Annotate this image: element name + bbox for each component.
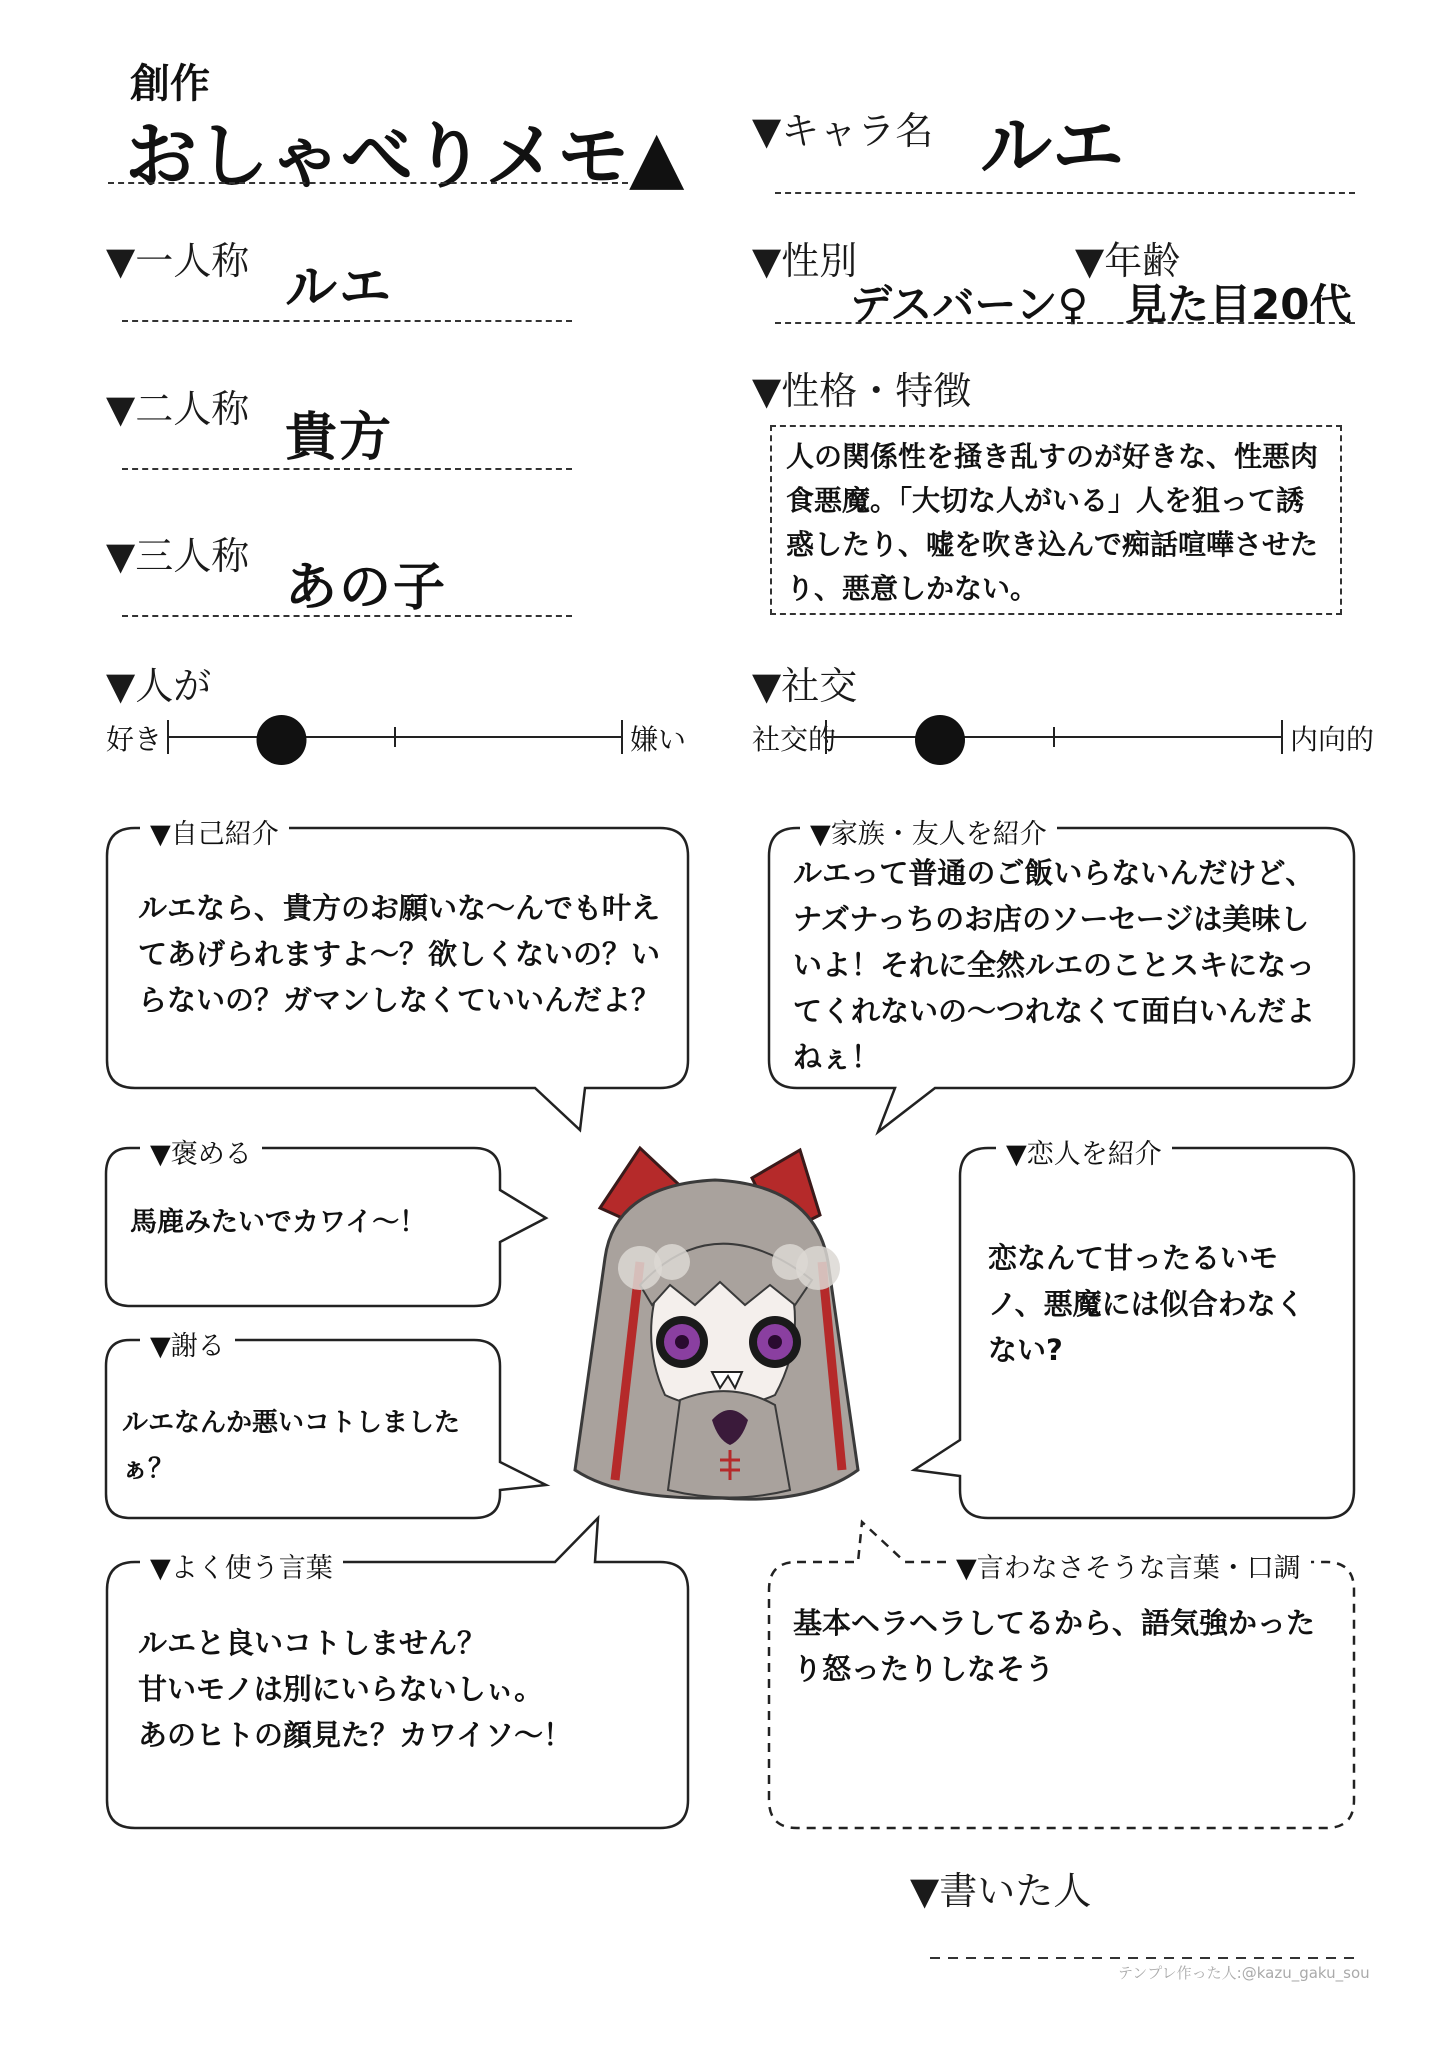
page-title: おしゃべりメモ▲ <box>125 114 685 198</box>
common-words-line: ルエと良いコトしません？ <box>138 1626 487 1660</box>
char-name-value: ルエ <box>980 104 1125 188</box>
scale-social-knob <box>915 715 965 765</box>
unlikely-words-text: 基本ヘラヘラしてるから、語気強かったり怒ったりしなそう <box>793 1606 1316 1686</box>
third-person-label: ▼三人称 <box>106 534 250 578</box>
common-words-label: ▼よく使う言葉 <box>140 1546 343 1585</box>
scale-people-track <box>168 715 622 765</box>
gender-label: ▼性別 <box>752 239 858 283</box>
common-words-line: 甘いモノは別にいらないしぃ。 <box>138 1672 544 1706</box>
family-label: ▼家族・友人を紹介 <box>800 812 1057 851</box>
scale-people-knob <box>257 715 307 765</box>
second-person-label: ▼二人称 <box>106 387 250 431</box>
self-intro-text: ルエなら、貴方のお願いな〜んでも叶えてあげられますよ〜？欲しくないの？いらないの？ガマンしなくていいんだよ？ <box>138 891 661 1017</box>
character-illustration <box>575 1148 858 1499</box>
scale-people-left: 好き <box>106 723 163 756</box>
first-person-label: ▼一人称 <box>106 239 250 283</box>
scale-social-label: ▼社交 <box>752 664 858 708</box>
age-value: 見た目20代 <box>1125 280 1352 329</box>
template-credit: テンプレ作った人:@kazu_gaku_sou <box>1118 1964 1370 1982</box>
common-words-line: あのヒトの顔見た？カワイソ〜！ <box>138 1718 573 1752</box>
scale-social-left: 社交的 <box>752 723 837 756</box>
personality-label: ▼性格・特徴 <box>752 369 972 413</box>
self-intro-label: ▼自己紹介 <box>140 812 289 851</box>
scale-people-right: 嫌い <box>630 723 687 756</box>
lover-label: ▼恋人を紹介 <box>996 1132 1172 1171</box>
common-words-text <box>138 1620 668 1758</box>
praise-label: ▼褒める <box>140 1132 262 1171</box>
unlikely-words-label: ▼言わなさそうな言葉・口調 <box>946 1546 1311 1585</box>
scale-social-track <box>826 715 1282 765</box>
scale-social-right: 内向的 <box>1290 723 1375 756</box>
author-label: ▼書いた人 <box>910 1869 1092 1913</box>
praise-text: 馬鹿みたいでカワイ〜！ <box>130 1207 427 1238</box>
personality-text: 人の関係性を掻き乱すのが好きな、性悪肉食悪魔。「大切な人がいる」人を狙って誘惑したり、嘘を吹き込んで痴話喧嘩させたり、悪意しかない。 <box>786 440 1319 605</box>
apology-label: ▼謝る <box>140 1324 235 1363</box>
first-person-value: ルエ <box>285 258 394 318</box>
family-text: ルエって普通のご飯いらないんだけど、ナズナっちのお店のソーセージは美味しいよ！それに全然ルエのことスキになってくれないの〜つれなくて面白いんだよねぇ！ <box>793 856 1316 1074</box>
third-person-value: あの子 <box>285 558 448 618</box>
gender-value: デスバーン♀ <box>850 280 1089 329</box>
lover-text: 恋なんて甘ったるいモノ、悪魔には似合わなくない? <box>988 1241 1305 1367</box>
second-person-value: 貴方 <box>285 408 394 468</box>
scale-people-label: ▼人が <box>106 664 212 708</box>
age-label: ▼年齢 <box>1075 239 1181 283</box>
char-name-label: ▼キャラ名 <box>752 109 934 153</box>
title-small: 創作 <box>130 61 210 107</box>
apology-text: ルエなんか悪いコトしましたぁ？ <box>122 1408 461 1484</box>
